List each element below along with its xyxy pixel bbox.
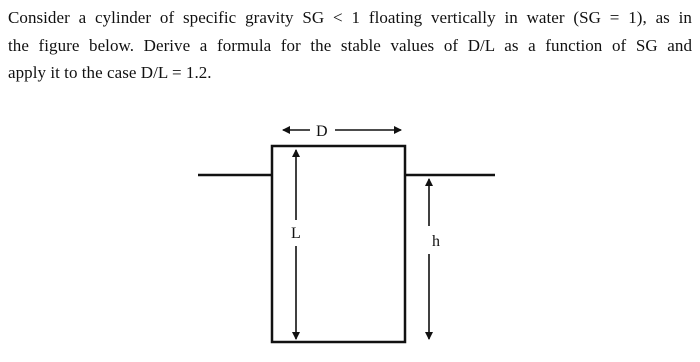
cylinder-diagram [195, 110, 500, 355]
problem-statement [8, 4, 692, 87]
cylinder-body [272, 146, 405, 342]
diameter-label: D [316, 123, 328, 140]
problem-line-2: the figure below. Derive a formula for the stable values of D/L as a function of SG and [8, 35, 692, 55]
draft-label: h [432, 233, 440, 250]
problem-line-1: Consider a cylinder of specific gravity SG < 1 floating vertically in water (SG = 1), as in [8, 8, 692, 27]
length-label: L [291, 225, 301, 242]
cylinder-figure [195, 110, 500, 355]
problem-line-3: apply it to the case D/L = 1.2. [8, 63, 212, 82]
